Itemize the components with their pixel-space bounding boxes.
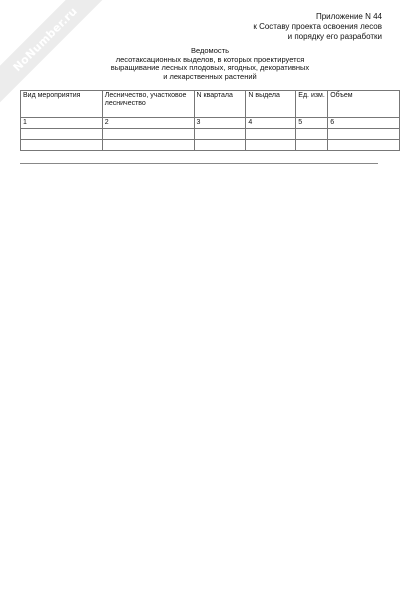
column-number-cell: 6: [328, 118, 400, 129]
table-cell: [296, 140, 328, 151]
title-line-2: лесотаксационных выделов, в которых проектируется: [115, 54, 305, 64]
table-cell: [194, 140, 246, 151]
table-cell: [194, 129, 246, 140]
table-cell: [102, 129, 194, 140]
appendix-label: Приложение N 44: [315, 12, 382, 21]
column-number-cell: 3: [194, 118, 246, 129]
column-number-cell: 5: [296, 118, 328, 129]
header-cell-volume: Объем: [328, 91, 400, 118]
table-header-row: [21, 91, 400, 118]
watermark: NoNumber.ru: [0, 0, 114, 108]
appendix-header: [253, 12, 382, 42]
table-cell: [246, 140, 296, 151]
table-cell: [102, 140, 194, 151]
appendix-line-3: и порядку его разработки: [287, 32, 382, 41]
header-cell-unit: Ед. изм.: [296, 91, 328, 118]
column-number-row: [21, 118, 400, 129]
column-number-cell: 1: [21, 118, 103, 129]
header-cell-quarter-number: N квартала: [194, 91, 246, 118]
document-title: [0, 47, 420, 81]
title-line-3: выращивание лесных плодовых, ягодных, декоративных: [110, 63, 310, 73]
column-number-cell: 4: [246, 118, 296, 129]
header-cell-forestry: Лесничество, участковое лесничество: [102, 91, 194, 118]
table-row: [21, 129, 400, 140]
separator-line: [20, 163, 378, 164]
table-cell: [21, 140, 103, 151]
register-table: [20, 90, 400, 151]
table-cell: [296, 129, 328, 140]
title-line-4: и лекарственных растений: [163, 71, 257, 81]
appendix-line-2: к Составу проекта освоения лесов: [253, 22, 382, 31]
table-row: [21, 140, 400, 151]
table-cell: [246, 129, 296, 140]
title-line-1: Ведомость: [191, 46, 229, 55]
header-cell-allotment-number: N выдела: [246, 91, 296, 118]
table-cell: [328, 129, 400, 140]
table-cell: [328, 140, 400, 151]
table-cell: [21, 129, 103, 140]
column-number-cell: 2: [102, 118, 194, 129]
header-cell-activity-type: Вид мероприятия: [21, 91, 103, 118]
